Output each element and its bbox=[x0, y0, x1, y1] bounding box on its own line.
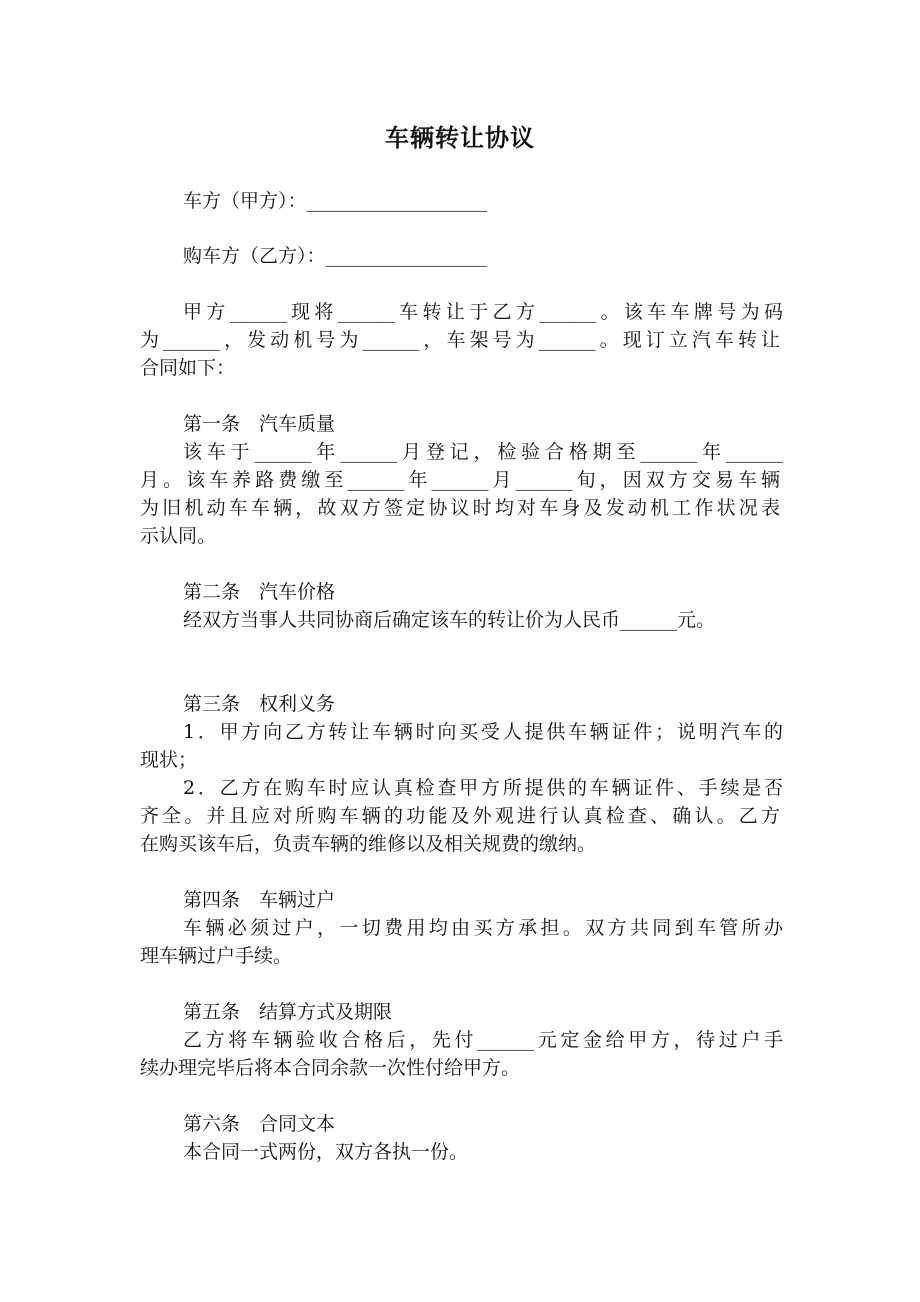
article-6-line: 本合同一式两份，双方各执一份。 bbox=[183, 1141, 469, 1163]
article-5-heading: 第五条 结算方式及期限 bbox=[183, 1001, 393, 1023]
article-1-line: 该车于______年______月登记，检验合格期至______年______ bbox=[183, 441, 783, 463]
article-1-line: 示认同。 bbox=[140, 525, 217, 547]
document-title: 车辆转让协议 bbox=[385, 124, 535, 152]
article-2-line: 经双方当事人共同协商后确定该车的转让价为人民币______元。 bbox=[183, 609, 716, 631]
article-3-heading: 第三条 权利义务 bbox=[183, 693, 336, 715]
article-3-line: 现状； bbox=[140, 749, 198, 771]
article-4-heading: 第四条 车辆过户 bbox=[183, 889, 336, 911]
article-3-line: 1．甲方向乙方转让车辆时向买受人提供车辆证件；说明汽车的 bbox=[183, 721, 783, 743]
article-5-line: 续办理完毕后将本合同余款一次性付给甲方。 bbox=[140, 1057, 521, 1079]
article-4-line: 车辆必须过户，一切费用均由买方承担。双方共同到车管所办 bbox=[183, 917, 783, 939]
intro-line: 为______，发动机号为______，车架号为______。现订立汽车转让 bbox=[140, 329, 780, 351]
article-1-line: 为旧机动车车辆，故双方签定协议时均对车身及发动机工作状况表 bbox=[140, 497, 780, 519]
article-2-heading: 第二条 汽车价格 bbox=[183, 581, 336, 603]
seller-party-line: 车方（甲方）：___________________ bbox=[183, 190, 488, 212]
article-1-line: 月。该车养路费缴至______年______月______旬，因双方交易车辆 bbox=[140, 469, 780, 491]
article-1-heading: 第一条 汽车质量 bbox=[183, 413, 336, 435]
article-4-line: 理车辆过户手续。 bbox=[140, 945, 293, 967]
article-3-line: 在购买该车后，负责车辆的维修以及相关规费的缴纳。 bbox=[140, 833, 597, 855]
article-3-line: 齐全。并且应对所购车辆的功能及外观进行认真检查、确认。乙方 bbox=[140, 805, 780, 827]
article-5-line: 乙方将车辆验收合格后，先付______元定金给甲方，待过户手 bbox=[183, 1029, 783, 1051]
intro-line: 甲方______现将______车转让于乙方______。该车车牌号为码 bbox=[183, 301, 783, 323]
article-6-heading: 第六条 合同文本 bbox=[183, 1113, 336, 1135]
intro-line: 合同如下： bbox=[140, 357, 236, 379]
buyer-party-line: 购车方（乙方）：_________________ bbox=[183, 245, 488, 267]
article-3-line: 2．乙方在购车时应认真检查甲方所提供的车辆证件、手续是否 bbox=[183, 777, 783, 799]
